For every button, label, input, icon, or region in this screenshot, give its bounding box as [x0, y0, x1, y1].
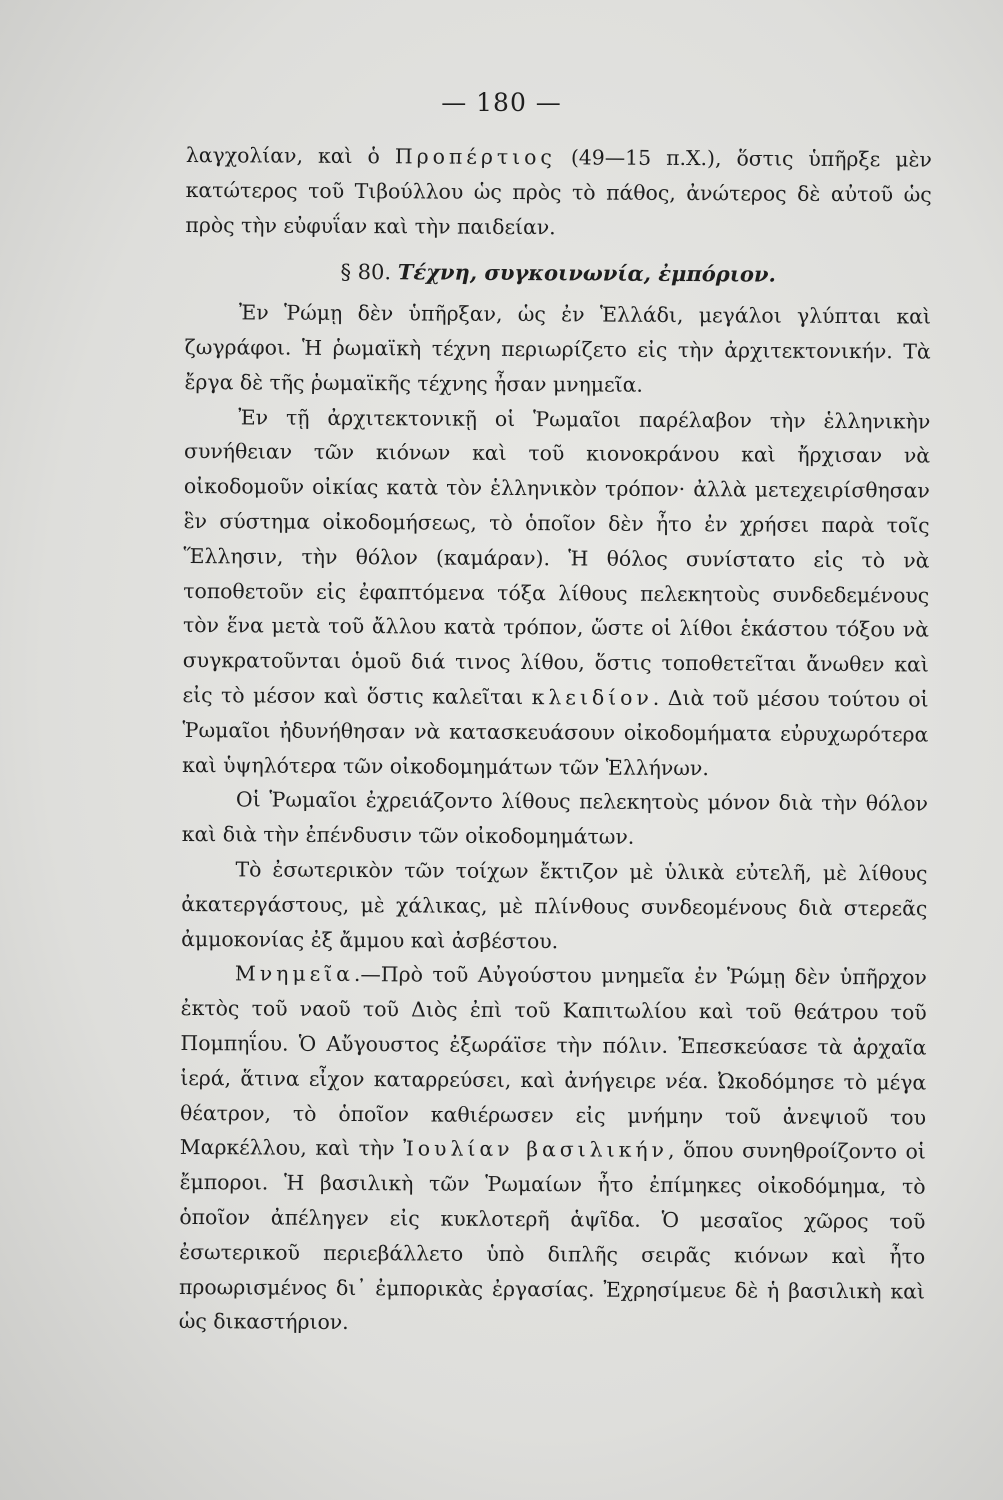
intro-text: λαγχολίαν, καὶ ὁ — [185, 142, 395, 169]
monuments-rest: , ὅπου συνηθροίζοντο οἱ ἔμποροι. Ἡ βασιλικὴ τῶν Ῥωμαίων ἦτο ἐπίμηκες οἰκοδόμημα, τὸ ὁποῖον ἀπέληγεν εἰς κυκλοτερῆ ἁψῖδα. Ὁ μεσαῖος χῶρος τοῦ ἐσωτερικοῦ περιεβάλλετο ὑπὸ διπλῆς σειρᾶς κιόνων καὶ ἦτο προωρισμένος δι᾽ ἐμπορικὰς ἐργασίας. Ἐχρησίμευε δὲ ἡ βασιλικὴ καὶ ὡς δικαστήριον. — [178, 1138, 926, 1335]
body-text — [179, 138, 932, 1344]
section-title: Τέχνη, συγκοινωνία, ἐμπόριον. — [397, 259, 776, 287]
author-name: Προπέρτιος — [394, 144, 556, 170]
term-monuments: Μνημεῖα — [234, 961, 355, 987]
term-basilica: Ἰουλίαν βασιλικήν — [403, 1136, 669, 1163]
paragraph-architecture — [182, 400, 930, 787]
paragraph-intro — [185, 138, 932, 247]
monuments-text: .—Πρὸ τοῦ Αὐγούστου μνημεῖα ἐν Ῥώμῃ δὲν ὑπῆρχον ἐκτὸς τοῦ ναοῦ τοῦ Διὸς ἐπὶ τοῦ Καπιτωλίου καὶ τοῦ θεάτρου τοῦ Πομπηΐου. Ὁ Αὔγουστος ἐξωράϊσε τὴν πόλιν. Ἐπεσκεύασε τὰ ἀρχαῖα ἱερά, ἅτινα εἶχον καταρρεύσει, καὶ ἀνήγειρε νέα. Ὠκοδόμησε τὸ μέγα θέατρον, τὸ ὁποῖον καθιέρωσεν εἰς μνήμην τοῦ ἀνεψιοῦ του Μαρκέλλου, καὶ τὴν — [179, 962, 927, 1161]
paragraph-stones: Οἱ Ῥωμαῖοι ἐχρειάζοντο λίθους πελεκητοὺς μόνον διὰ τὴν θόλον καὶ διὰ τὴν ἐπένδυσιν τῶν οἰκοδομημάτων. — [181, 787, 929, 849]
architecture-rest: . Διὰ τοῦ μέσου τούτου οἱ Ῥωμαῖοι ἠδυνήθησαν νὰ κατασκευάσουν οἰκοδομήματα εὐρυχωρότερα καὶ ὑψηλότερα τῶν οἰκοδομημάτων τῶν Ἑλλήνων. — [182, 685, 929, 780]
page-number: — 180 — — [441, 88, 562, 117]
section-heading — [185, 254, 931, 293]
paragraph-walls: Τὸ ἐσωτερικὸν τῶν τοίχων ἔκτιζον μὲ ὑλικὰ εὐτελῆ, μὲ λίθους ἀκατεργάστους, μὲ χάλικας, μὲ πλίνθους συνδεομένους διὰ στερεᾶς ἀμμοκονίας ἐξ ἄμμου καὶ ἀσβέστου. — [181, 857, 928, 953]
architecture-text: Ἐν τῇ ἀρχιτεκτονικῇ οἱ Ῥωμαῖοι παρέλαβον τὴν ἑλληνικὴν συνήθειαν τῶν κιόνων καὶ τοῦ κιονοκράνου καὶ ἤρχισαν νὰ οἰκοδομοῦν οἰκίας κατὰ τὸν ἑλληνικὸν τρόπον· ἀλλὰ μετεχειρίσθησαν ἓν σύστημα οἰκοδομήσεως, τὸ ὁποῖον δὲν ἦτο ἐν χρήσει παρὰ τοῖς Ἕλλησιν, τὴν θόλον (καμάραν). Ἡ θόλος συνίστατο εἰς τὸ νὰ τοποθετοῦν εἰς ἐφαπτόμενα τόξα λίθους πελεκητοὺς συνδεδεμένους τὸν ἕνα μετὰ τοῦ ἄλλου κατὰ τρόπον, ὥστε οἱ λίθοι ἑκάστου τόξου νὰ συγκρατοῦνται ὁμοῦ διά τινος λίθου, ὅστις τοποθετεῖται ἄνωθεν καὶ εἰς τὸ μέσον καὶ ὅστις καλεῖται — [182, 404, 931, 710]
paragraph-monuments — [179, 956, 927, 1343]
term-keystone: κλειδίον — [531, 685, 653, 710]
section-number: § 80. — [340, 260, 392, 285]
intro-rest: (49—15 π.Χ.), ὅστις ὑπῆρξε μὲν κατώτερος τοῦ Τιβούλλου ὡς πρὸς τὸ πάθος, ἀνώτερος δὲ αὐτοῦ ὡς πρὸς τὴν εὐφυΐαν καὶ τὴν παιδείαν. — [185, 145, 932, 239]
paragraph-art: Ἐν Ῥώμῃ δὲν ὑπῆρξαν, ὡς ἐν Ἑλλάδι, μεγάλοι γλύπται καὶ ζωγράφοι. Ἡ ῥωμαϊκὴ τέχνη περιωρίζετο εἰς τὴν ἀρχιτεκτονικήν. Τὰ ἔργα δὲ τῆς ῥωμαϊκῆς τέχνης ἦσαν μνημεῖα. — [184, 300, 931, 397]
